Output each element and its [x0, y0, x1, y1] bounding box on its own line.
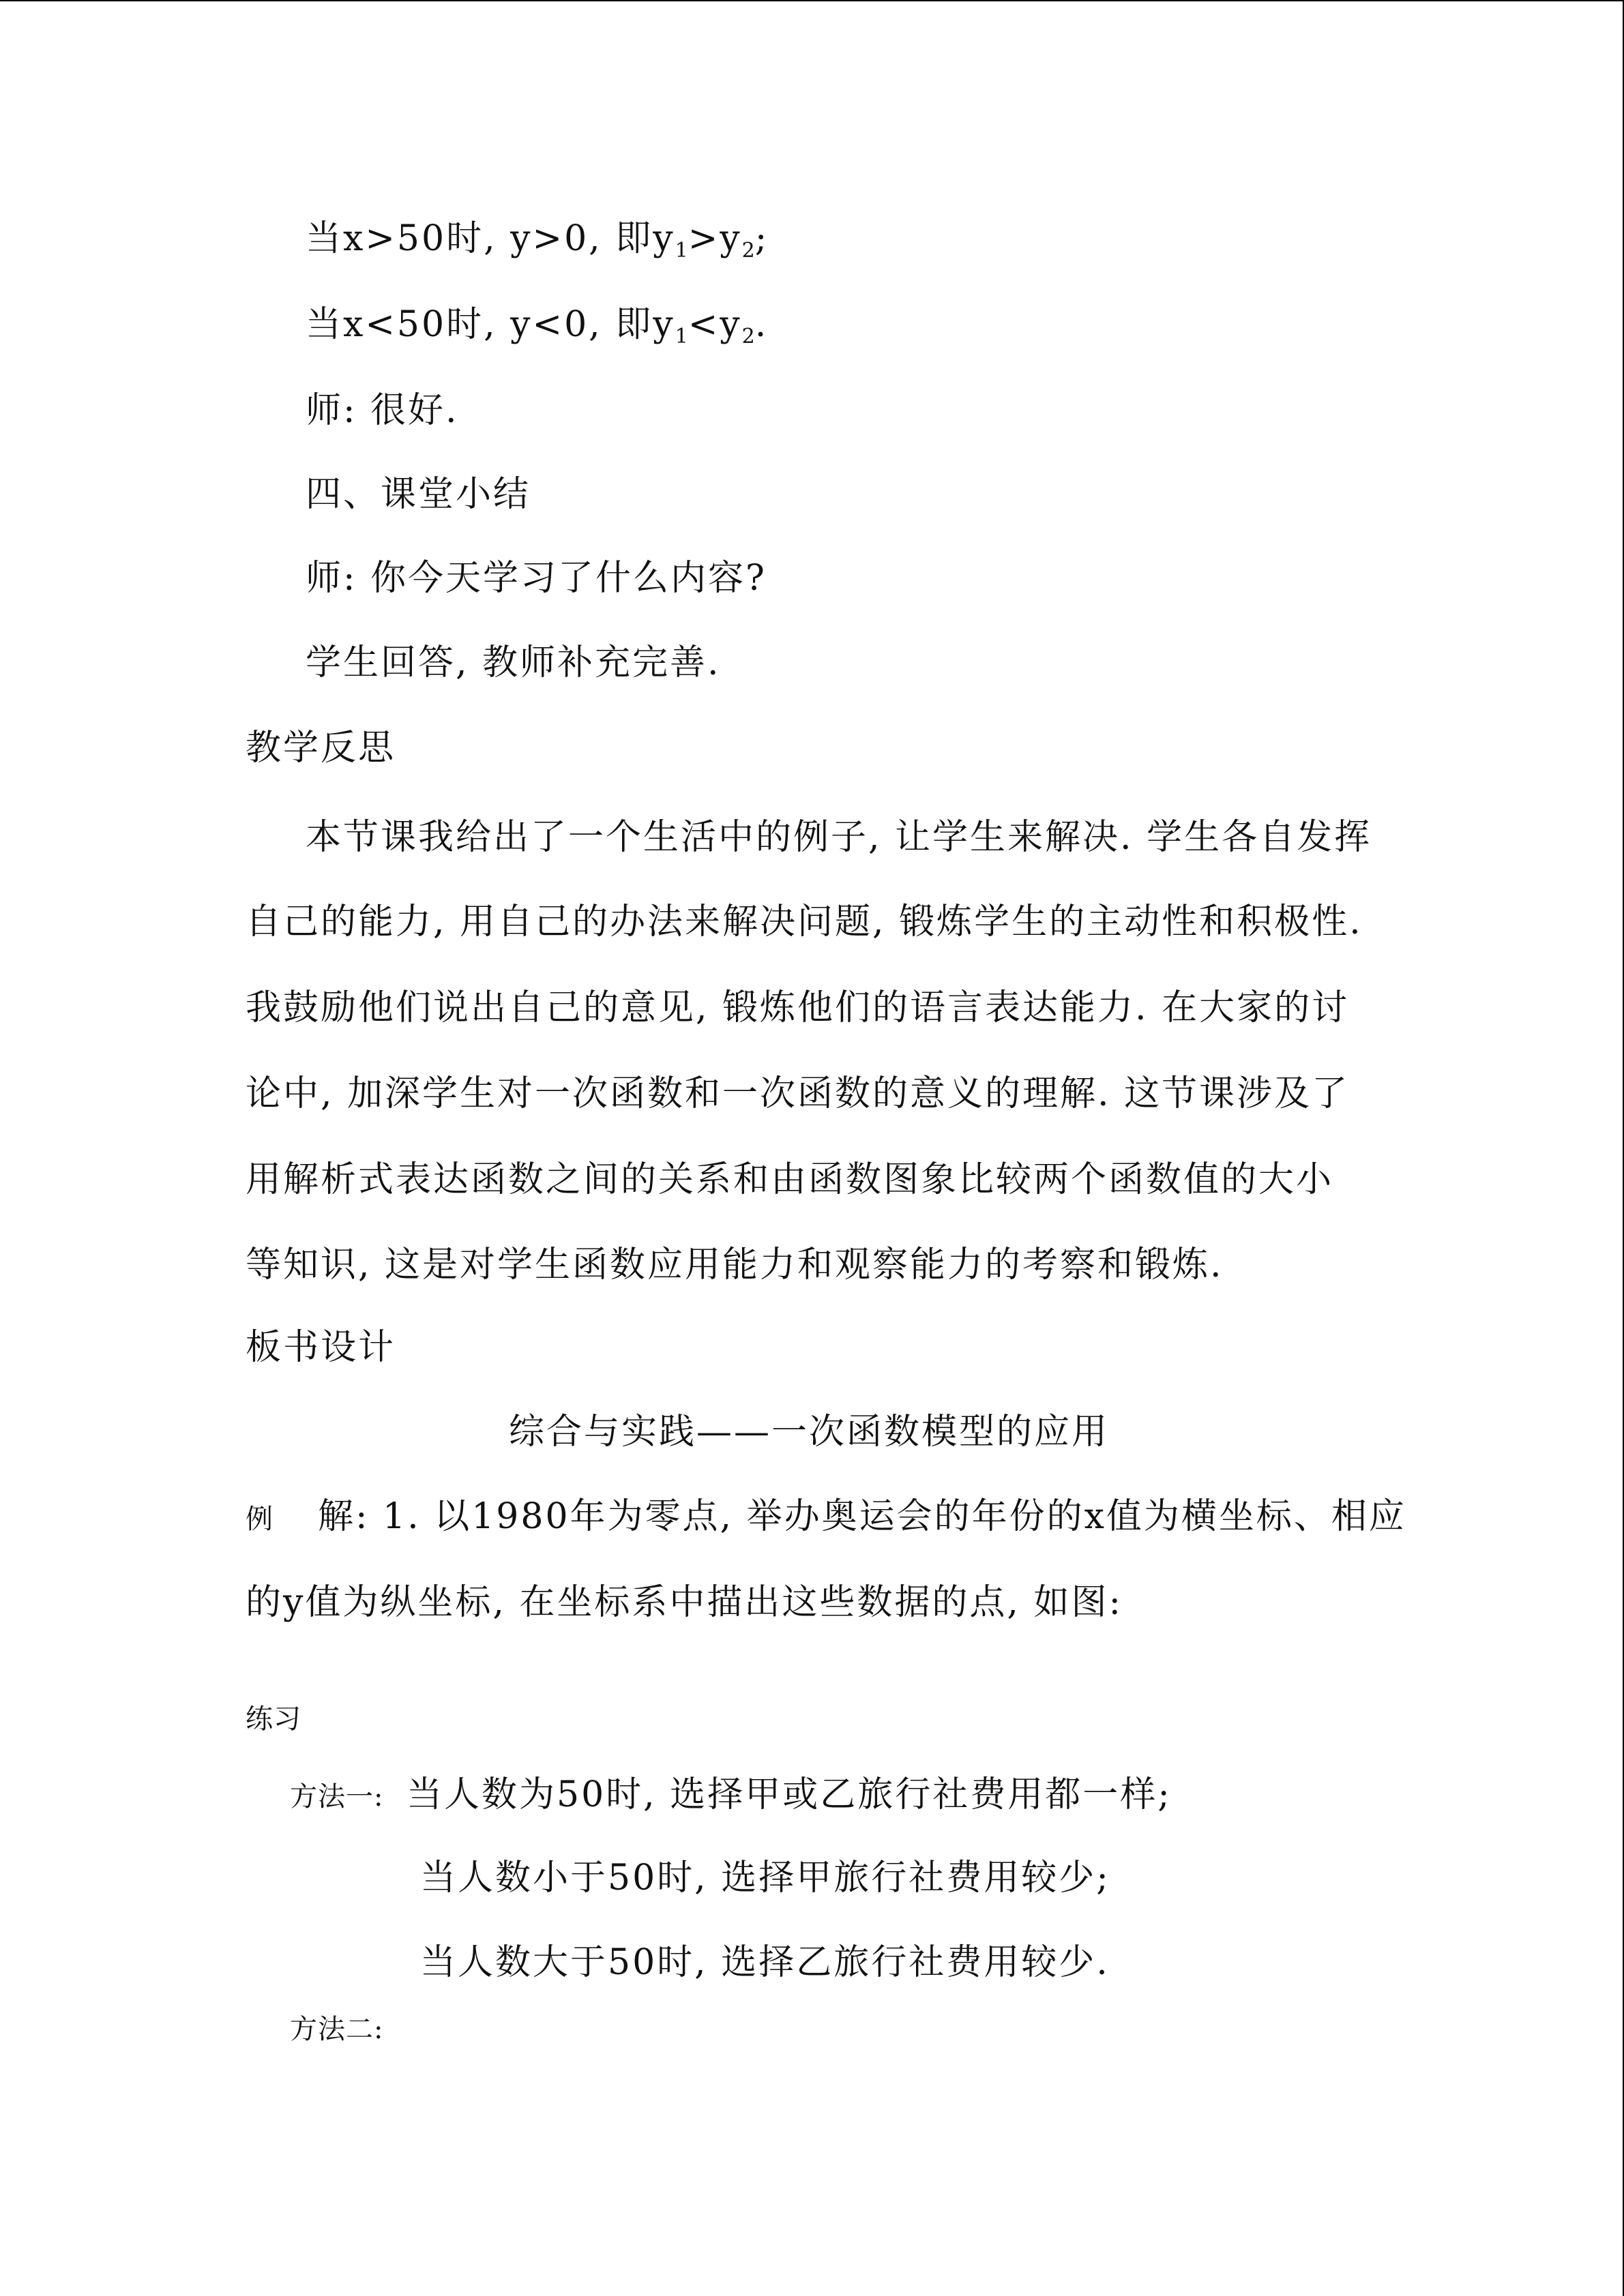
text-segment: 当x<50时, y<0, 即y — [306, 304, 675, 345]
student-answer: 学生回答, 教师补充完善. — [306, 642, 721, 683]
method-one-line-3: 当人数大于50时, 选择乙旅行社费用较少. — [420, 1942, 1110, 1983]
line-x-greater-50 — [306, 217, 769, 273]
heading-board-design: 板书设计 — [246, 1327, 396, 1368]
text-segment: 当x>50时, y>0, 即y — [306, 218, 675, 259]
text-segment: . — [754, 304, 769, 345]
example-label: 例 — [246, 1504, 274, 1535]
subscript: 1 — [675, 325, 688, 348]
teacher-line-good: 师: 很好. — [306, 390, 459, 431]
method-one-line-1: 当人数为50时, 选择甲或乙旅行社费用都一样; — [407, 1774, 1172, 1815]
subscript: 1 — [675, 239, 688, 263]
practice-label: 练习 — [246, 1703, 301, 1735]
reflection-line-6: 等知识, 这是对学生函数应用能力和观察能力的考察和锻炼. — [246, 1244, 1224, 1285]
reflection-line-2: 自己的能力, 用自己的办法来解决问题, 锻炼学生的主动性和积极性. — [246, 901, 1363, 942]
reflection-line-1: 本节课我给出了一个生活中的例子, 让学生来解决. 学生各自发挥 — [306, 817, 1372, 858]
reflection-line-3: 我鼓励他们说出自己的意见, 锻炼他们的语言表达能力. 在大家的讨 — [246, 987, 1350, 1028]
reflection-line-5: 用解析式表达函数之间的关系和由函数图象比较两个函数值的大小 — [246, 1159, 1334, 1200]
top-border — [0, 0, 1624, 1]
text-segment: >y — [688, 218, 742, 259]
reflection-line-4: 论中, 加深学生对一次函数和一次函数的意义的理解. 这节课涉及了 — [246, 1073, 1350, 1114]
method-two-label: 方法二: — [290, 2014, 384, 2045]
method-one-label: 方法一: — [290, 1781, 384, 1813]
text-segment: <y — [688, 304, 742, 345]
text-segment: ; — [754, 218, 769, 259]
subscript: 2 — [741, 325, 755, 348]
teacher-question: 师: 你今天学习了什么内容? — [306, 558, 767, 599]
example-line-1: 解: 1. 以1980年为零点, 举办奥运会的年份的x值为横坐标、相应 — [318, 1496, 1406, 1537]
heading-reflection: 教学反思 — [246, 728, 396, 769]
example-line-2: 的y值为纵坐标, 在坐标系中描出这些数据的点, 如图: — [246, 1582, 1123, 1623]
line-x-less-50 — [306, 303, 768, 359]
method-one-line-2: 当人数小于50时, 选择甲旅行社费用较少; — [420, 1858, 1110, 1898]
board-title: 综合与实践——一次函数模型的应用 — [509, 1412, 1110, 1452]
subscript: 2 — [741, 239, 755, 263]
section-heading-summary: 四、课堂小结 — [306, 474, 531, 515]
